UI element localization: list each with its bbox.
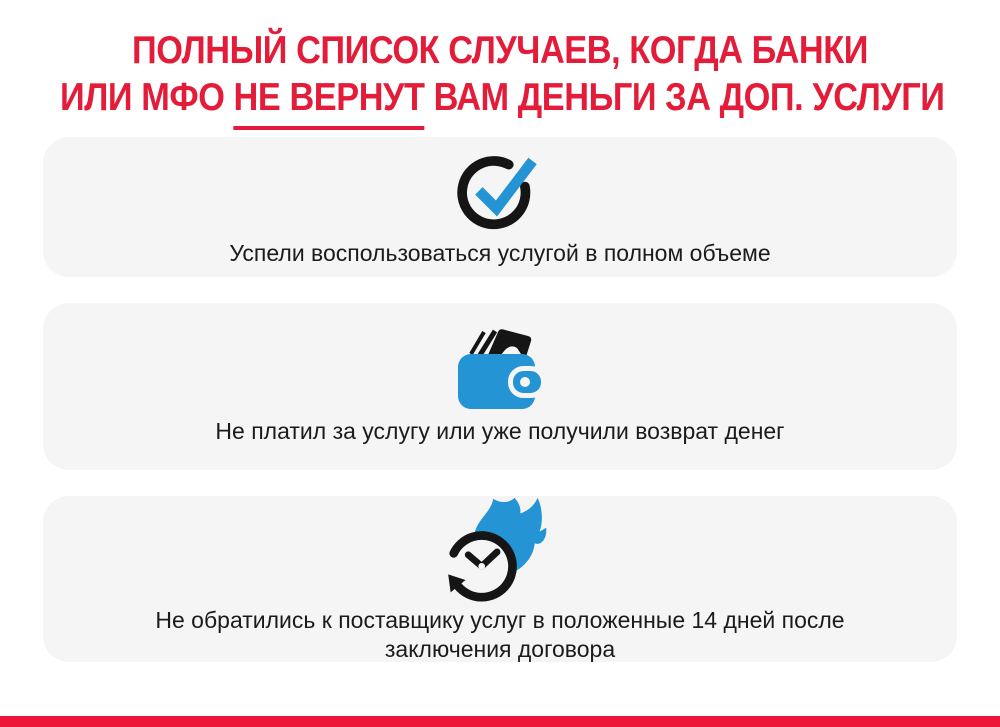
card-missed-deadline <box>43 496 957 662</box>
title-line2-suffix: ВАМ ДЕНЬГИ ЗА ДОП. УСЛУГИ <box>424 76 945 119</box>
deadline-clock-fire-icon <box>447 496 553 603</box>
card-text: Не обратились к поставщику услуг в положенные 14 дней после заключения договора <box>155 606 845 662</box>
page-title <box>60 27 945 121</box>
card-not-paid <box>43 303 957 470</box>
card-service-used <box>43 137 957 277</box>
card-text: Не платил за услугу или уже получили возврат денег <box>215 418 785 444</box>
title-underlined-phrase: НЕ ВЕРНУТ <box>234 74 425 130</box>
check-circle-icon <box>456 146 544 234</box>
page-title-line2 <box>60 74 945 121</box>
bottom-accent-bar <box>0 716 1000 727</box>
card-text: Успели воспользоваться услугой в полном объеме <box>229 240 771 266</box>
wallet-money-icon <box>454 327 546 409</box>
page-title-line1: ПОЛНЫЙ СПИСОК СЛУЧАЕВ, КОГДА БАНКИ <box>131 29 869 72</box>
title-line2-prefix: ИЛИ МФО <box>60 76 234 119</box>
cards-list <box>43 137 957 662</box>
